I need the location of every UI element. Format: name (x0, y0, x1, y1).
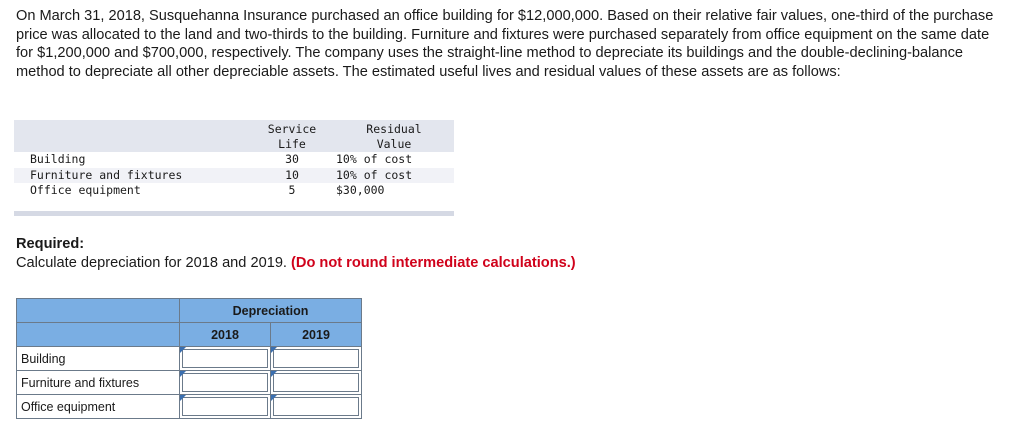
row-label-office-equipment: Office equipment (17, 395, 180, 419)
info-table-header (14, 120, 454, 152)
table-row (17, 395, 362, 419)
header-blank-cell (17, 299, 180, 323)
service-life: 10 (285, 167, 299, 182)
service-life-header-line1: Service (267, 122, 317, 136)
table-row (14, 168, 454, 184)
table-divider (14, 211, 454, 216)
building-2019-input[interactable] (271, 347, 362, 371)
residual-value-header-line1: Residual (366, 122, 422, 136)
asset-name: Building (30, 152, 86, 166)
input-marker-icon (180, 395, 186, 401)
office-equipment-2018-input[interactable] (180, 395, 271, 419)
residual-value: $30,000 (336, 183, 385, 197)
service-life: 30 (285, 152, 299, 166)
table-row (14, 183, 454, 199)
asset-name: Office equipment (30, 183, 141, 197)
required-section (16, 235, 576, 272)
furniture-2018-input[interactable] (180, 371, 271, 395)
table-row (17, 347, 362, 371)
office-equipment-2019-input[interactable] (271, 395, 362, 419)
depreciation-answer-table (16, 298, 362, 419)
table-row (14, 152, 454, 168)
input-marker-icon (180, 371, 186, 377)
required-label: Required: (16, 236, 85, 252)
depreciation-group-header: Depreciation (180, 299, 362, 323)
row-label-furniture: Furniture and fixtures (17, 371, 180, 395)
year-2019-header: 2019 (271, 323, 362, 347)
service-life: 5 (288, 183, 296, 197)
problem-intro: On March 31, 2018, Susquehanna Insurance purchased an office building for $12,000,000. Based on their relative fair values, one-third of the purchase price was allocated to the land and two-thirds to the building. Furniture and fixtures were purchased separately from office equipment on the same date for $1,200,000 and $700,000, respectively. The company uses the straight-line method to depreciate its buildings and the double-declining-balance method to depreciate all other depreciable assets. The estimated useful lives and residual values of these assets are as follows: (16, 8, 994, 80)
header-blank-cell (17, 323, 180, 347)
input-marker-icon (271, 395, 277, 401)
building-2018-input[interactable] (180, 347, 271, 371)
residual-value: 10% of cost (336, 152, 413, 166)
input-marker-icon (271, 371, 277, 377)
table-row (17, 371, 362, 395)
row-label-building: Building (17, 347, 180, 371)
asset-info-table (14, 120, 454, 216)
residual-value-header-line2: Value (376, 137, 412, 151)
service-life-header (262, 122, 322, 152)
furniture-2019-input[interactable] (271, 371, 362, 395)
rounding-warning: (Do not round intermediate calculations.) (291, 254, 576, 271)
asset-name: Furniture and fixtures (30, 167, 183, 182)
input-marker-icon (180, 347, 186, 353)
required-text: Calculate depreciation for 2018 and 2019. (16, 254, 292, 271)
year-2018-header: 2018 (180, 323, 271, 347)
residual-value-header (354, 122, 434, 152)
residual-value: 10% of cost (336, 167, 413, 182)
input-marker-icon (271, 347, 277, 353)
service-life-header-line2: Life (278, 137, 306, 151)
